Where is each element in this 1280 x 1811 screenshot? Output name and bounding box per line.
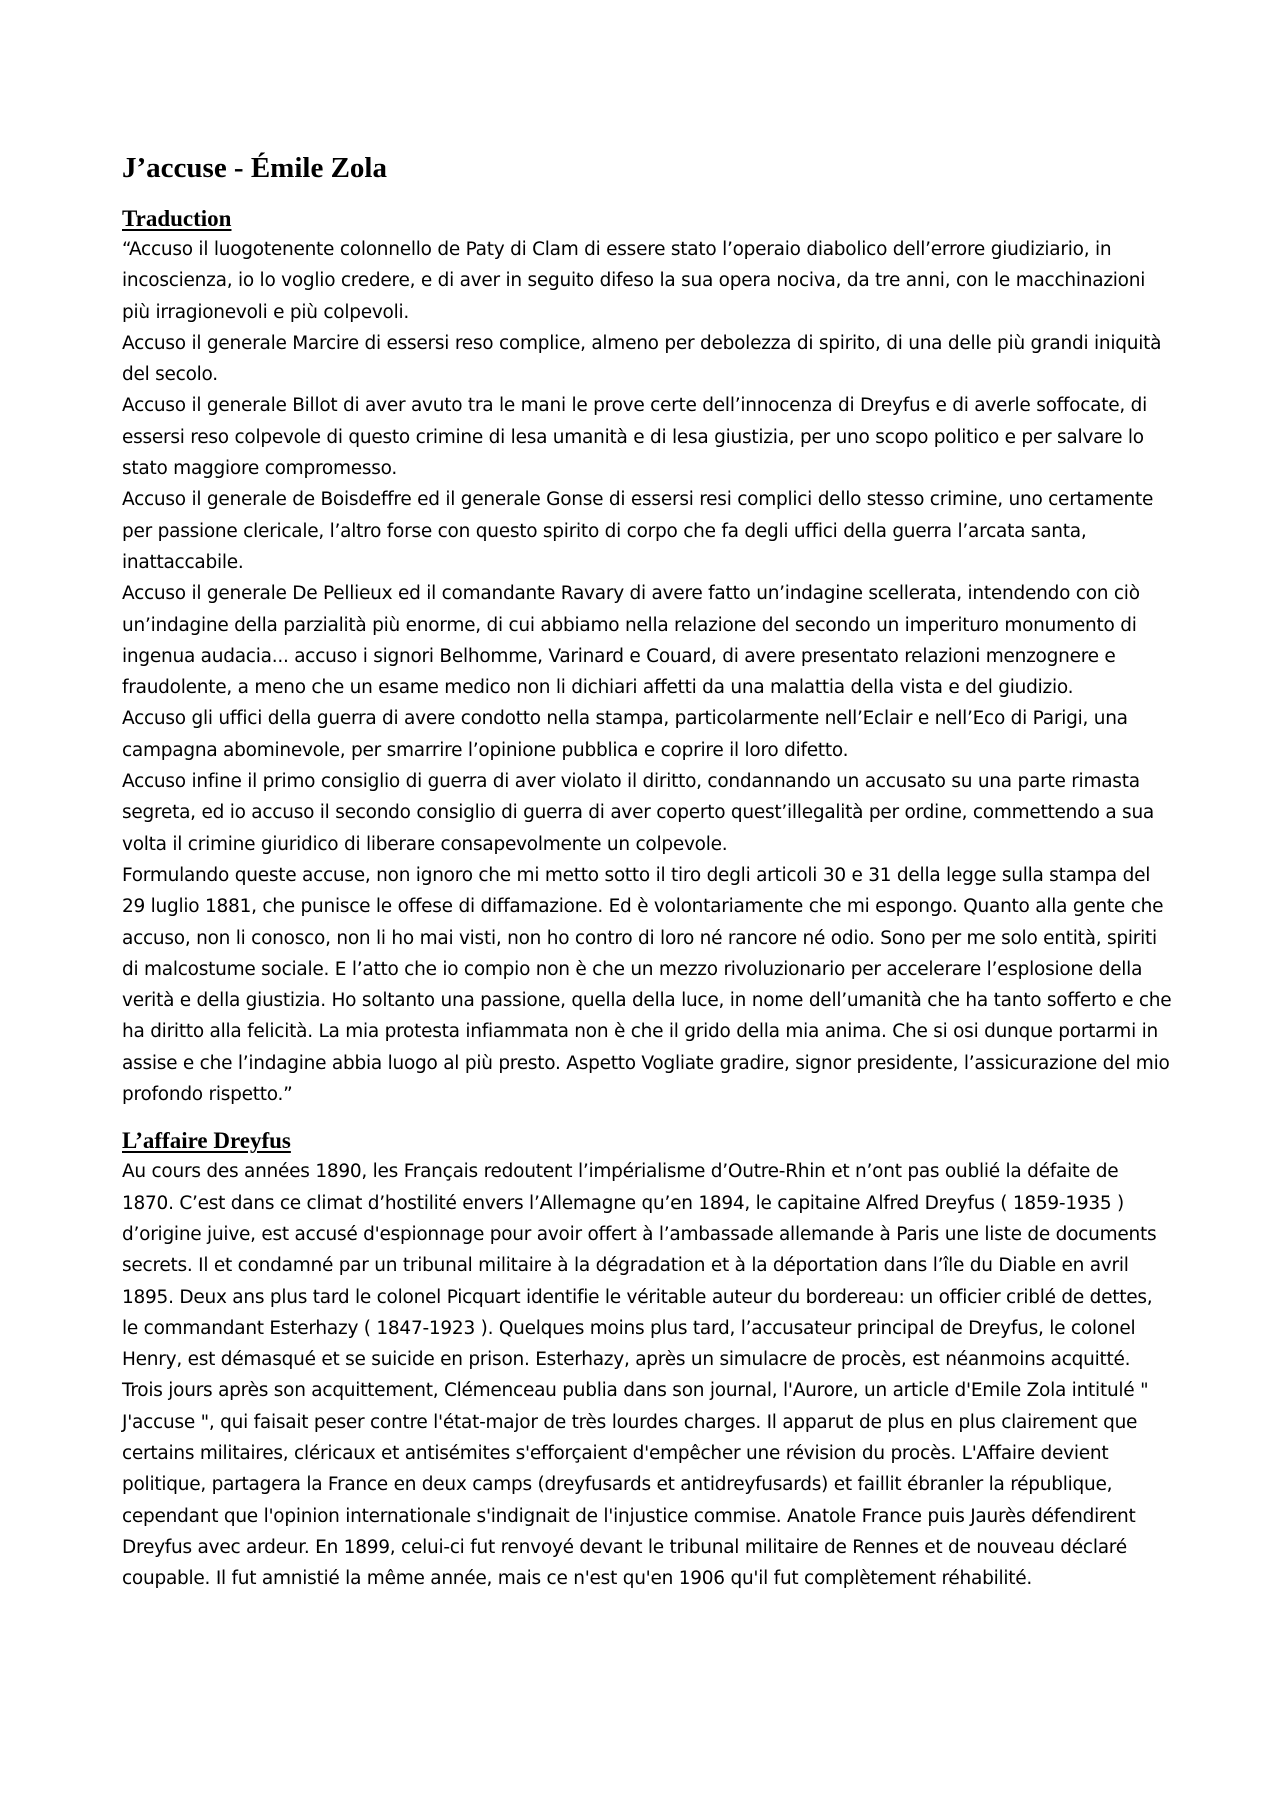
translation-paragraph: Accuso infine il primo consiglio di guerra di aver violato il diritto, condannando un accusato su una parte rimasta segreta, ed io accuso il secondo consiglio di guerra di aver coperto quest’illegalità per ordine, commettendo a sua volta il crimine giuridico di liberare consapevolmente un colpevole. (122, 771, 1155, 855)
affaire-heading: L’affaire Dreyfus (122, 1128, 291, 1154)
translation-paragraph: Accuso il generale Billot di aver avuto tra le mani le prove certe dell’innocenza di Dreyfus e di averle soffocate, di essersi reso colpevole di questo crimine di lesa umanità e di lesa giustizia, per uno scopo politico e per salvare lo stato maggiore compromesso. (122, 395, 1148, 480)
translation-paragraph: Accuso gli uffici della guerra di avere condotto nella stampa, particolarmente nell’Eclair e nell’Eco di Parigi, una campagna abominevole, per smarrire l’opinione pubblica e coprire il loro difetto. (122, 708, 1128, 761)
translation-heading: Traduction (122, 206, 232, 231)
affaire-section (122, 1128, 1172, 1594)
translation-paragraph: Formulando queste accuse, non ignoro che mi metto sotto il tiro degli articoli 30 e 31 della legge sulla stampa del 29 luglio 1881, che punisce le offese di diffamazione. Ed è volontariamente che mi espongo. Quanto alla gente che accuso, non li conosco, non li ho mai visti, non ho contro di loro né rancore né odio. Sono per me solo entità, spiriti di malcostume sociale. E l’atto che io compio non è che un mezzo rivoluzionario per accelerare l’esplosione della verità e della giustizia. Ho soltanto una passione, quella della luce, in nome dell’umanità che ha tanto sofferto e che ha diritto alla felicità. La mia protesta infiammata non è che il grido della mia anima. Che si osi dunque portarmi in assise e che l’indagine abbia luogo al più presto. Aspetto Vogliate gradire, signor presidente, l’assicurazione del mio profondo rispetto.” (122, 864, 1172, 1106)
translation-paragraph: “Accuso il luogotenente colonnello de Paty di Clam di essere stato l’operaio diabolico dell’errore giudiziario, in incoscienza, io lo voglio credere, e di aver in seguito difeso la sua opera nociva, da tre anni, con le macchinazioni più irragionevoli e più colpevoli. (122, 239, 1146, 323)
translation-paragraph: Accuso il generale de Boisdeffre ed il generale Gonse di essersi resi complici dello stesso crimine, uno certamente per passione clericale, l’altro forse con questo spirito di corpo che fa degli uffici della guerra l’arcata santa, inattaccabile. (122, 489, 1154, 573)
translation-paragraph: Accuso il generale De Pellieux ed il comandante Ravary di avere fatto un’indagine scellerata, intendendo con ciò un’indagine della parzialità più enorme, di cui abbiamo nella relazione del secondo un imperituro monumento di ingenua audacia... accuso i signori Belhomme, Varinard e Couard, di avere presentato relazioni menzognere e fraudolente, a meno che un esame medico non li dichiari affetti da una malattia della vista e del giudizio. (122, 583, 1140, 699)
affaire-paragraph: Au cours des années 1890, les Français redoutent l’impérialisme d’Outre-Rhin et n’ont pas oublié la défaite de 1870. C’est dans ce climat d’hostilité envers l’Allemagne qu’en 1894, le capitaine Alfred Dreyfus ( 1859-1935 ) d’origine juive, est accusé d'espionnage pour avoir offert à l’ambassade allemande à Paris une liste de documents secrets. Il et condamné par un tribunal militaire à la dégradation et à la déportation dans l’île du Diable en avril 1895. Deux ans plus tard le colonel Picquart identifie le véritable auteur du bordereau: un officier criblé de dettes, le commandant Esterhazy ( 1847-1923 ). Quelques moins plus tard, l’accusateur principal de Dreyfus, le colonel Henry, est démasqué et se suicide en prison. Esterhazy, après un simulacre de procès, est néanmoins acquitté. Trois jours après son acquittement, Clémenceau publia dans son journal, l'Aurore, un article d'Emile Zola intitulé " J'accuse ", qui faisait peser contre l'état-major de très lourdes charges. Il apparut de plus en plus clairement que certains militaires, cléricaux et antisémites s'efforçaient d'empêcher une révision du procès. L'Affaire devient politique, partagera la France en deux camps (dreyfusards et antidreyfusards) et faillit ébranler la république, cependant que l'opinion internationale s'indignait de l'injustice commise. Anatole France puis Jaurès défendirent Dreyfus avec ardeur. En 1899, celui-ci fut renvoyé devant le tribunal militaire de Rennes et de nouveau déclaré coupable. Il fut amnistié la même année, mais ce n'est qu'en 1906 qu'il fut complètement réhabilité. (122, 1161, 1157, 1590)
translation-section (122, 206, 1172, 1110)
translation-paragraph: Accuso il generale Marcire di essersi reso complice, almeno per debolezza di spirito, di una delle più grandi iniquità del secolo. (122, 332, 1162, 386)
document-page (122, 150, 1172, 1594)
document-title: J’accuse - Émile Zola (122, 152, 387, 184)
